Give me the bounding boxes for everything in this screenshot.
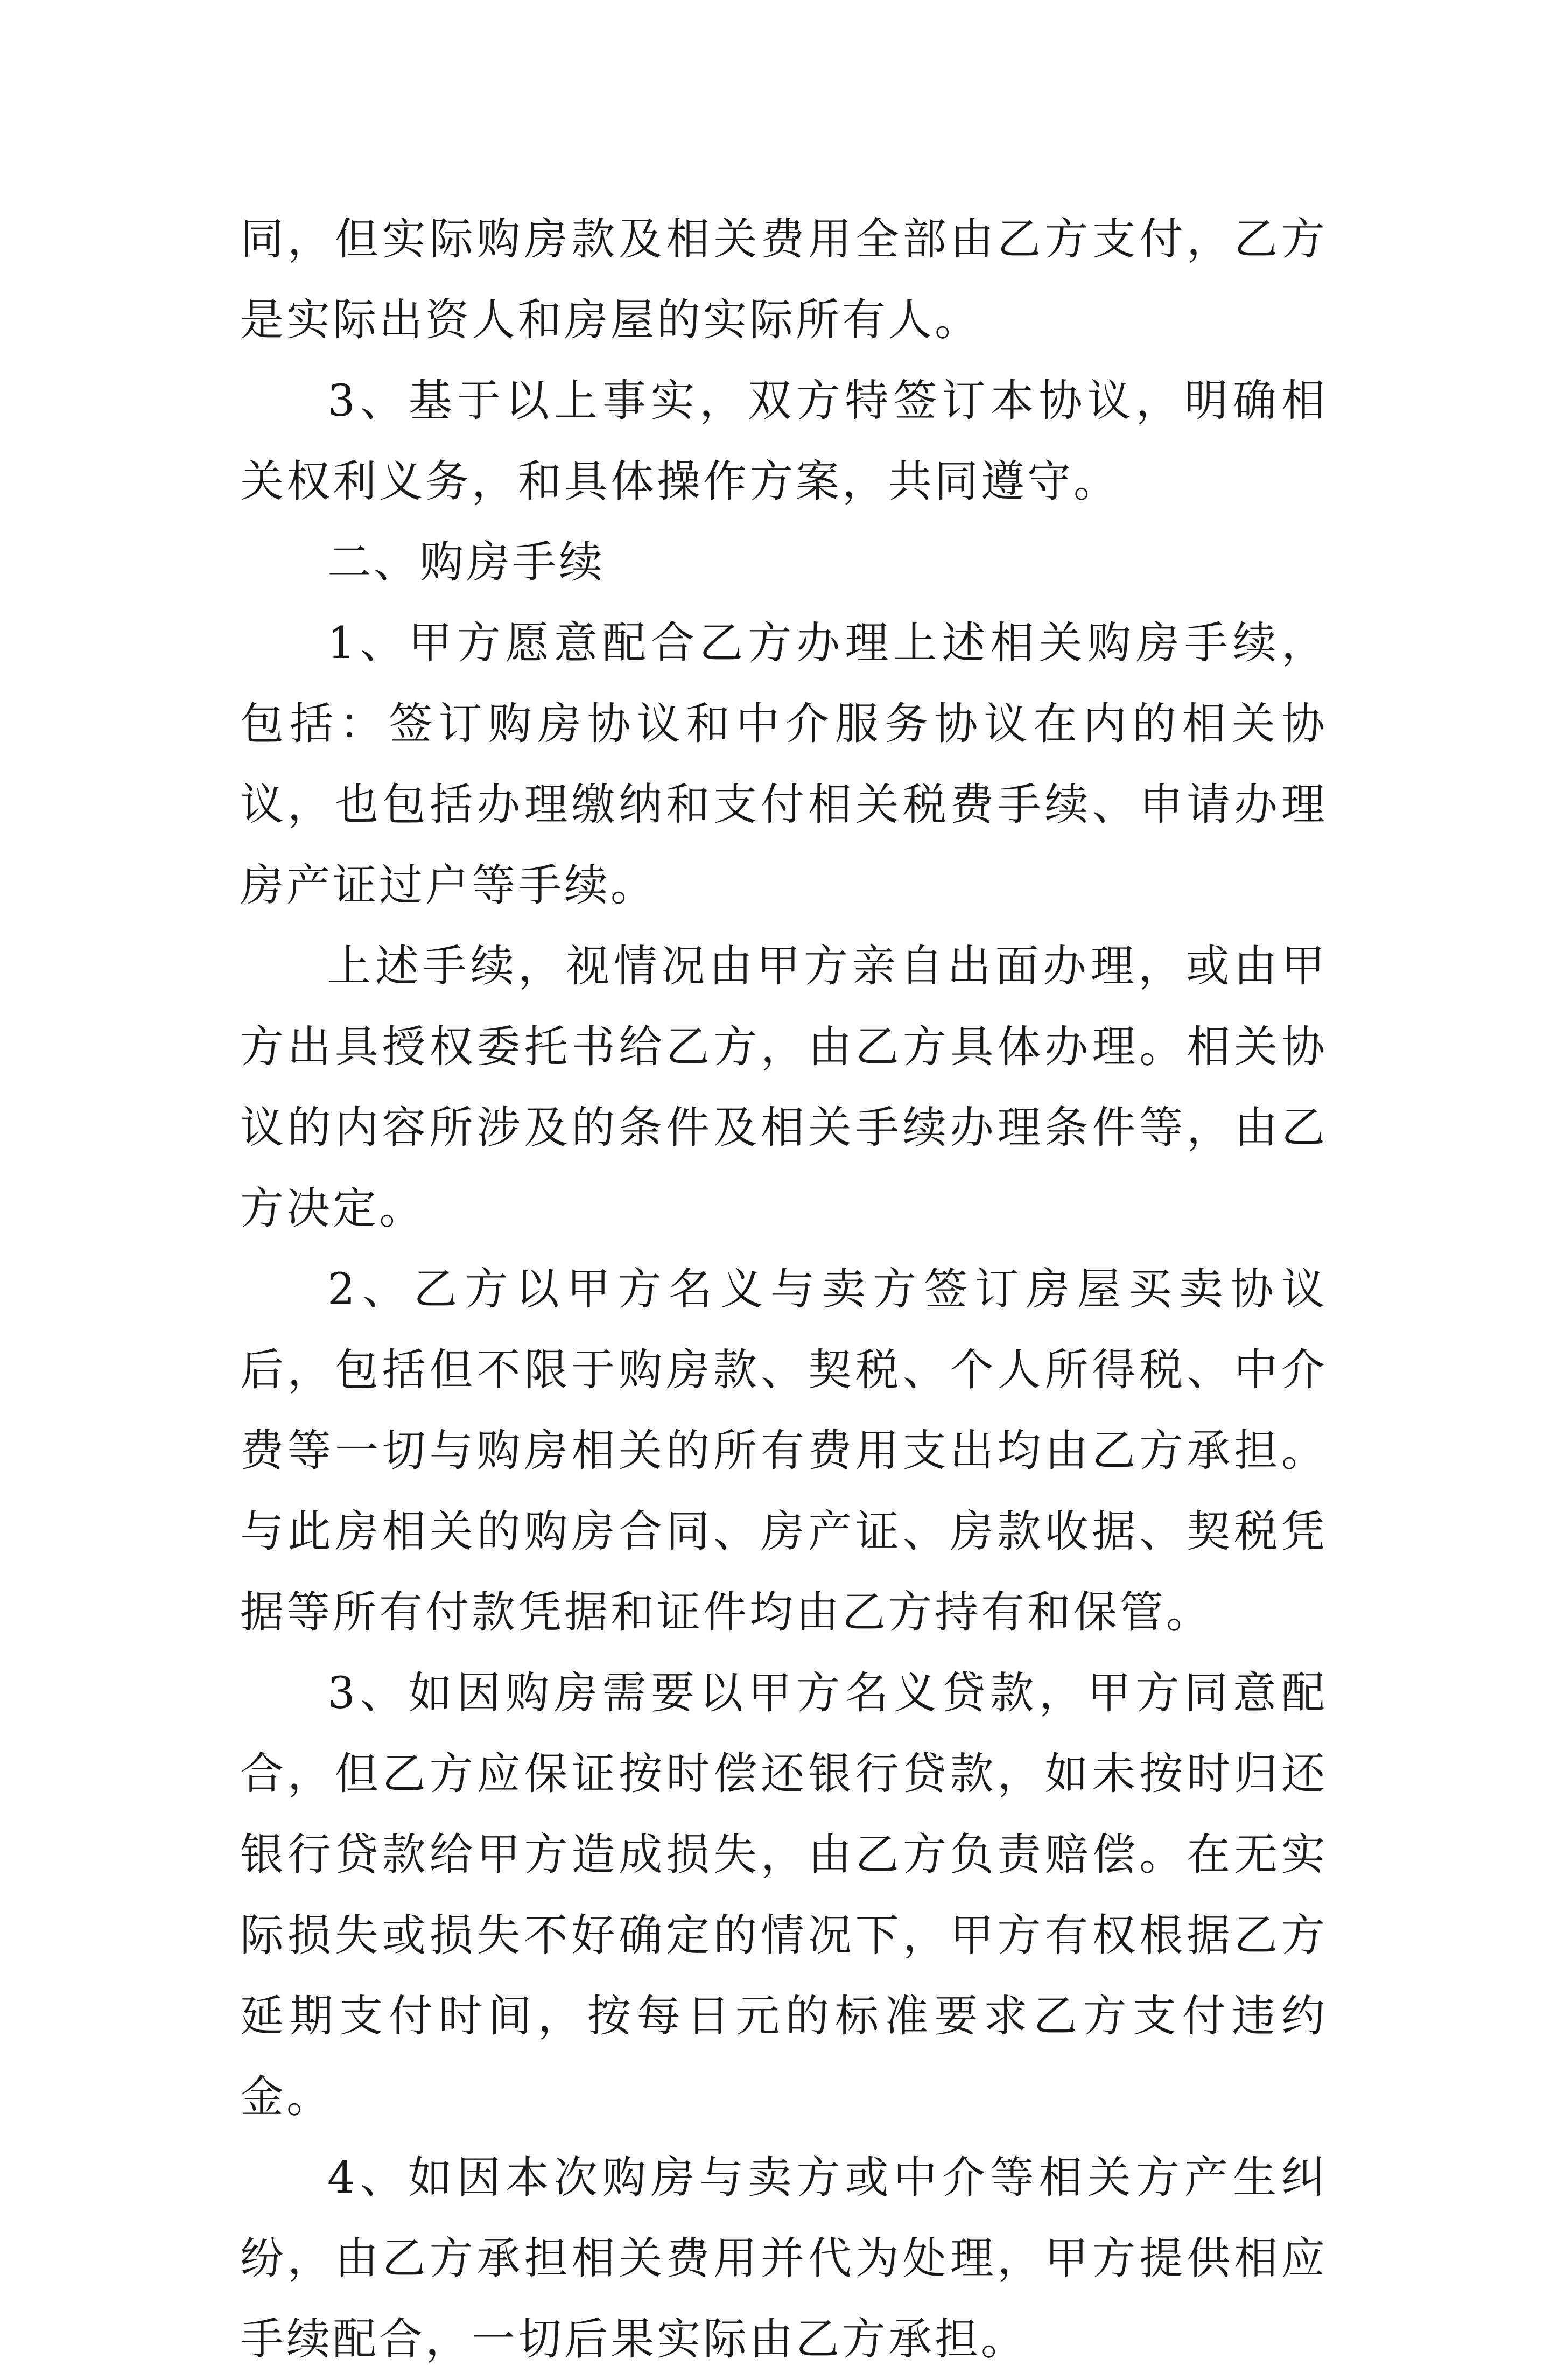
document-body	[240, 199, 1328, 2380]
paragraph: 同，但实际购房款及相关费用全部由乙方支付，乙方是实际出资人和房屋的实际所有人。	[240, 214, 1328, 346]
paragraph: 2、乙方以甲方名义与卖方签订房屋买卖协议后，包括但不限于购房款、契税、个人所得税、中介费等一切与购房相关的所有费用支出均由乙方承担。与此房相关的购房合同、房产证、房款收据、契税凭据等所有付款凭据和证件均由乙方持有和保管。	[240, 1264, 1328, 1638]
paragraph: 4、如因本次购房与卖方或中介等相关方产生纠纷，由乙方承担相关费用并代为处理，甲方提供相应手续配合，一切后果实际由乙方承担。	[240, 2153, 1328, 2365]
paragraph: 3、如因购房需要以甲方名义贷款，甲方同意配合，但乙方应保证按时偿还银行贷款，如未按时归还银行贷款给甲方造成损失，由乙方负责赔偿。在无实际损失或损失不好确定的情况下，甲方有权根据乙方延期支付时间，按每日元的标准要求乙方支付违约金。	[240, 1668, 1328, 2123]
paragraph: 1、甲方愿意配合乙方办理上述相关购房手续，包括：签订购房协议和中介服务协议在内的相关协议，也包括办理缴纳和支付相关税费手续、申请办理房产证过户等手续。	[240, 618, 1328, 911]
section-heading: 二、购房手续	[327, 537, 606, 588]
paragraph: 3、基于以上事实，双方特签订本协议，明确相关权利义务，和具体操作方案，共同遵守。	[240, 376, 1328, 507]
paragraph: 上述手续，视情况由甲方亲自出面办理，或由甲方出具授权委托书给乙方，由乙方具体办理。相关协议的内容所涉及的条件及相关手续办理条件等，由乙方决定。	[240, 941, 1328, 1234]
